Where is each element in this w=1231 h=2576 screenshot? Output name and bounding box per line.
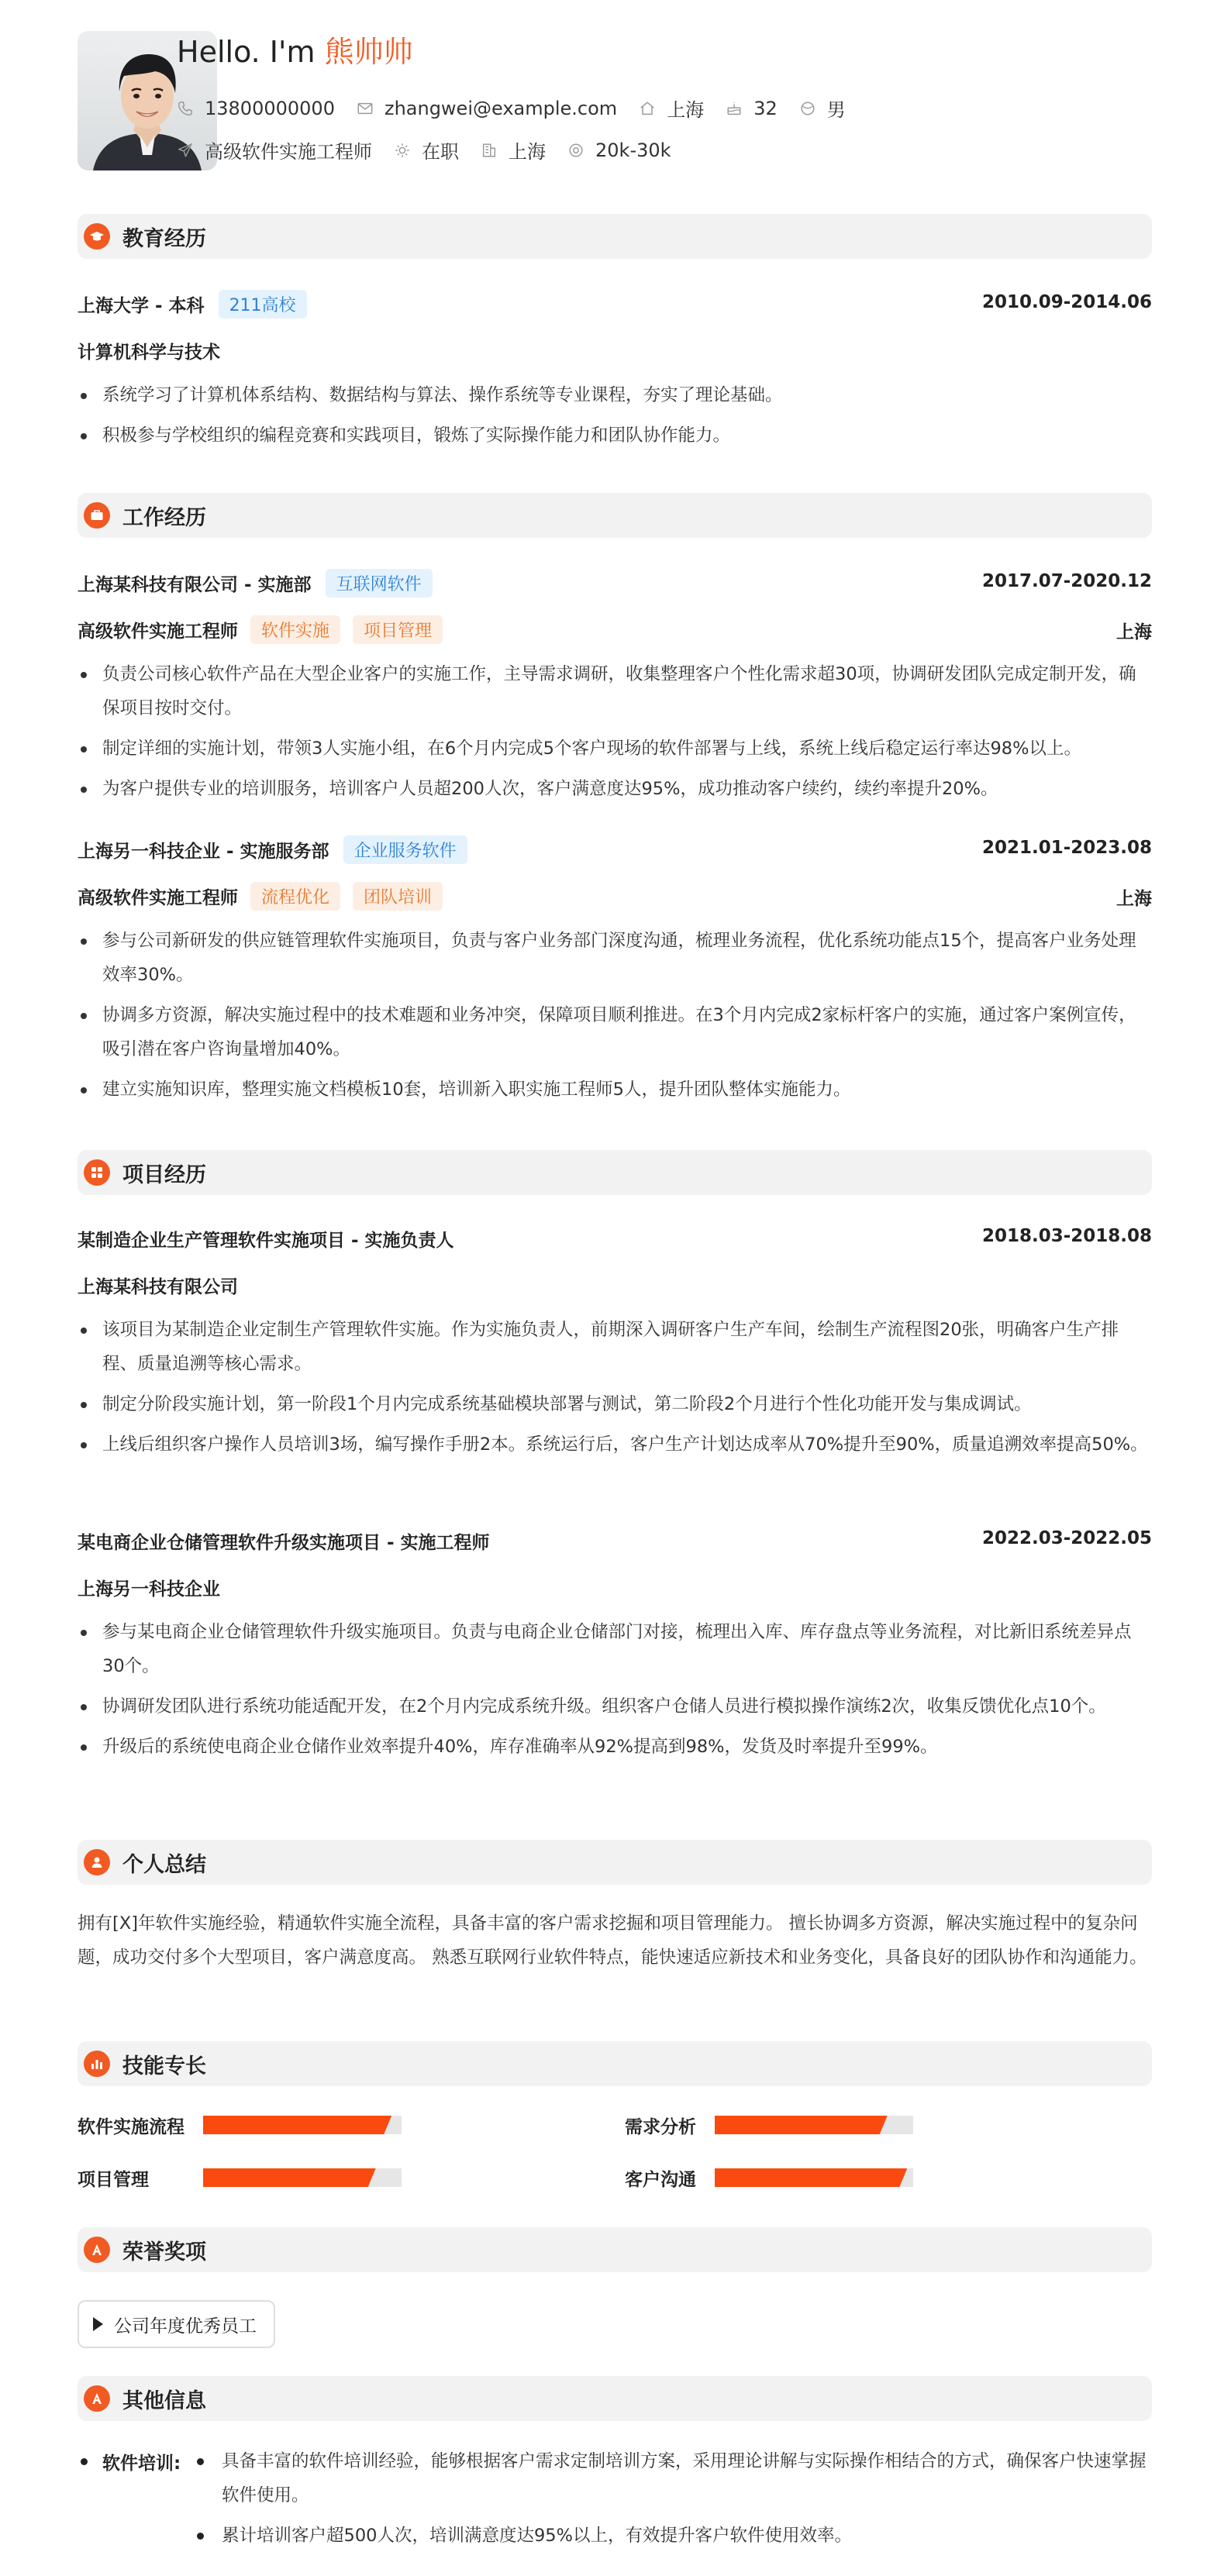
project-bullets bbox=[78, 1615, 1152, 1770]
city-item bbox=[639, 95, 704, 122]
grid-icon bbox=[84, 1159, 110, 1186]
skill-tag: 团队培训 bbox=[353, 882, 443, 911]
briefcase-icon bbox=[84, 502, 110, 529]
list-item: 积极参与学校组织的编程竞赛和实践项目，锻炼了实际操作能力和团队协作能力。 bbox=[78, 418, 1152, 453]
section-title: 其他信息 bbox=[122, 2388, 206, 2413]
job-role: 高级软件实施工程师 bbox=[78, 888, 238, 908]
section-title: 项目经历 bbox=[122, 1162, 206, 1187]
list-item: 参与某电商企业仓储管理软件升级实施项目。负责与电商企业仓储部门对接，梳理出入库、库存盘点等业务流程，对比新旧系统差异点30个。 bbox=[78, 1615, 1152, 1683]
other-bullets bbox=[194, 2444, 1152, 2559]
gender-text: 男 bbox=[826, 99, 846, 121]
skill-bar bbox=[715, 2168, 913, 2187]
home-icon bbox=[639, 100, 656, 117]
list-item: 具备丰富的软件培训经验，能够根据客户需求定制培训方案，采用理论讲解与实际操作相结合的方式，确保客户快速掌握软件使用。 bbox=[194, 2444, 1152, 2512]
honor-label: 公司年度优秀员工 bbox=[114, 2316, 257, 2337]
list-item: 上线后组织客户操作人员培训3场，编写操作手册2本。系统运行后，客户生产计划达成率从70%提升至90%，质量追溯效率提高50%。 bbox=[78, 1427, 1152, 1462]
skill-name: 软件实施流程 bbox=[78, 2117, 184, 2137]
other-section-header bbox=[78, 2376, 1152, 2421]
work-section-header bbox=[78, 493, 1152, 538]
school-tag: 211高校 bbox=[219, 290, 307, 319]
salary-icon bbox=[567, 142, 584, 159]
contact-info-row bbox=[177, 95, 867, 122]
skill-bar bbox=[715, 2116, 913, 2134]
work-city-item bbox=[481, 136, 546, 164]
skill-tag: 流程优化 bbox=[250, 882, 340, 911]
phone-item bbox=[177, 98, 335, 119]
job-date: 2021.01-2023.08 bbox=[981, 838, 1152, 858]
section-title: 教育经历 bbox=[122, 226, 206, 251]
list-item: 参与公司新研发的供应链管理软件实施项目，负责与客户业务部门深度沟通，梳理业务流程，优化系统功能点15个，提高客户业务处理效率30%。 bbox=[78, 924, 1152, 992]
phone-icon bbox=[177, 100, 194, 117]
salary-text: 20k-30k bbox=[595, 139, 671, 161]
section-title: 技能专长 bbox=[122, 2054, 206, 2078]
triangle-right-icon bbox=[93, 2317, 103, 2331]
building-icon bbox=[481, 142, 498, 159]
school-name: 上海大学 - 本科 bbox=[78, 296, 205, 316]
job-bullets bbox=[78, 924, 1152, 1113]
job-company-row bbox=[78, 569, 433, 598]
work-city-text: 上海 bbox=[509, 141, 546, 163]
resume-header bbox=[0, 0, 1231, 186]
salary-item bbox=[567, 139, 671, 161]
cake-icon bbox=[726, 100, 743, 117]
education-major: 计算机科学与技术 bbox=[78, 343, 220, 363]
job-role-row bbox=[78, 882, 443, 911]
job-company: 上海另一科技企业 - 实施服务部 bbox=[78, 842, 329, 862]
project-company: 上海另一科技企业 bbox=[78, 1579, 220, 1600]
job-company-row bbox=[78, 835, 467, 864]
skill-bar-fill bbox=[203, 2116, 391, 2134]
job-company: 上海某科技有限公司 - 实施部 bbox=[78, 575, 312, 595]
list-item: 累计培训客户超500人次，培训满意度达95%以上，有效提升客户软件使用效率。 bbox=[194, 2519, 1152, 2553]
bar-chart-icon bbox=[84, 2051, 110, 2077]
job-role-row bbox=[78, 615, 443, 644]
industry-tag: 互联网软件 bbox=[326, 569, 433, 598]
skill-name: 项目管理 bbox=[78, 2170, 149, 2190]
mail-icon bbox=[357, 100, 374, 117]
skill-name: 需求分析 bbox=[625, 2117, 696, 2137]
section-title: 荣誉奖项 bbox=[122, 2240, 206, 2264]
skill-bar-fill bbox=[203, 2168, 376, 2187]
job-city: 上海 bbox=[1116, 622, 1152, 642]
skill-bar-fill bbox=[715, 2168, 907, 2187]
projects-section-header bbox=[78, 1150, 1152, 1195]
award-icon bbox=[84, 2237, 110, 2263]
education-bullets bbox=[78, 378, 1152, 459]
job-info-row bbox=[177, 136, 693, 164]
list-item: 为客户提供专业的培训服务，培训客户人员超200人次，客户满意度达95%，成功推动客户续约，续约率提升20%。 bbox=[78, 772, 1152, 806]
list-item: 系统学习了计算机体系结构、数据结构与算法、操作系统等专业课程，夯实了理论基础。 bbox=[78, 378, 1152, 412]
skill-bar-fill bbox=[715, 2116, 888, 2134]
email-text: zhangwei@example.com bbox=[384, 97, 618, 119]
project-bullets bbox=[78, 1313, 1152, 1468]
list-item: 该项目为某制造企业定制生产管理软件实施。作为实施负责人，前期深入调研客户生产车间，绘制生产流程图20张，明确客户生产排程、质量追溯等核心需求。 bbox=[78, 1313, 1152, 1381]
industry-tag: 企业服务软件 bbox=[343, 835, 467, 864]
job-city: 上海 bbox=[1116, 889, 1152, 909]
section-title: 个人总结 bbox=[122, 1852, 206, 1877]
project-name: 某电商企业仓储管理软件升级实施项目 - 实施工程师 bbox=[78, 1533, 490, 1553]
education-school-row bbox=[78, 290, 307, 319]
list-item: 制定详细的实施计划，带领3人实施小组，在6个月内完成5个客户现场的软件部署与上线，系统上线后稳定运行率达98%以上。 bbox=[78, 732, 1152, 766]
skill-name: 客户沟通 bbox=[625, 2170, 696, 2190]
skill-bar bbox=[203, 2168, 402, 2187]
city-text: 上海 bbox=[667, 99, 705, 121]
graduation-cap-icon bbox=[84, 223, 110, 250]
age-text: 32 bbox=[753, 97, 778, 119]
position-text: 高级软件实施工程师 bbox=[205, 141, 372, 163]
bullet-dot bbox=[81, 2458, 88, 2465]
job-bullets bbox=[78, 657, 1152, 812]
list-item: 负责公司核心软件产品在大型企业客户的实施工作，主导需求调研，收集整理客户个性化需求超30项，协调研发团队完成定制开发，确保项目按时交付。 bbox=[78, 657, 1152, 725]
list-item: 协调多方资源，解决实施过程中的技术难题和业务冲突，保障项目顺利推进。在3个月内完成2家标杆客户的实施，通过客户案例宣传，吸引潜在客户咨询量增加40%。 bbox=[78, 998, 1152, 1066]
paper-plane-icon bbox=[177, 142, 194, 159]
education-section-header bbox=[78, 214, 1152, 259]
skills-section-header bbox=[78, 2041, 1152, 2086]
skill-tag: 项目管理 bbox=[353, 615, 443, 644]
project-name: 某制造企业生产管理软件实施项目 - 实施负责人 bbox=[78, 1231, 454, 1251]
honors-section-header bbox=[78, 2227, 1152, 2272]
hello-heading bbox=[177, 28, 413, 71]
age-item bbox=[726, 98, 778, 119]
project-date: 2022.03-2022.05 bbox=[981, 1528, 1152, 1548]
list-item: 升级后的系统使电商企业仓储作业效率提升40%，库存准确率从92%提高到98%，发货及时率提升至99%。 bbox=[78, 1730, 1152, 1764]
project-date: 2018.03-2018.08 bbox=[981, 1226, 1152, 1246]
phone-text: 13800000000 bbox=[205, 97, 335, 119]
skill-tag: 软件实施 bbox=[250, 615, 340, 644]
section-title: 工作经历 bbox=[122, 505, 206, 530]
status-item bbox=[394, 136, 459, 164]
candidate-name: 熊帅帅 bbox=[324, 35, 413, 69]
job-date: 2017.07-2020.12 bbox=[981, 571, 1152, 591]
project-company: 上海某科技有限公司 bbox=[78, 1277, 238, 1297]
gender-item bbox=[799, 95, 846, 122]
honor-item bbox=[78, 2300, 275, 2348]
skill-bar bbox=[203, 2116, 402, 2134]
job-role: 高级软件实施工程师 bbox=[78, 622, 238, 642]
summary-text: 拥有[X]年软件实施经验，精通软件实施全流程，具备丰富的客户需求挖掘和项目管理能力。 擅长协调多方资源，解决实施过程中的复杂问题，成功交付多个大型项目，客户满意度高。 熟悉互联网行业软件特点，能快速适应新技术和业务变化，具备良好的团队协作和沟通能力。 bbox=[78, 1913, 1147, 1968]
award-icon bbox=[84, 2385, 110, 2412]
email-item bbox=[357, 98, 617, 119]
status-text: 在职 bbox=[422, 141, 459, 163]
greeting-text: Hello. I'm bbox=[177, 35, 325, 69]
education-date: 2010.09-2014.06 bbox=[981, 292, 1152, 312]
other-label: 软件培训: bbox=[102, 2454, 181, 2474]
list-item: 建立实施知识库，整理实施文档模板10套，培训新入职实施工程师5人，提升团队整体实施能力。 bbox=[78, 1073, 1152, 1107]
status-icon bbox=[394, 142, 411, 159]
user-icon bbox=[84, 1849, 110, 1875]
list-item: 协调研发团队进行系统功能适配开发，在2个月内完成系统升级。组织客户仓储人员进行模拟操作演练2次，收集反馈优化点10个。 bbox=[78, 1689, 1152, 1724]
summary-section-header bbox=[78, 1840, 1152, 1885]
list-item: 制定分阶段实施计划，第一阶段1个月内完成系统基础模块部署与测试，第二阶段2个月进行个性化功能开发与集成调试。 bbox=[78, 1387, 1152, 1421]
position-item bbox=[177, 136, 372, 164]
gender-icon bbox=[799, 100, 816, 117]
